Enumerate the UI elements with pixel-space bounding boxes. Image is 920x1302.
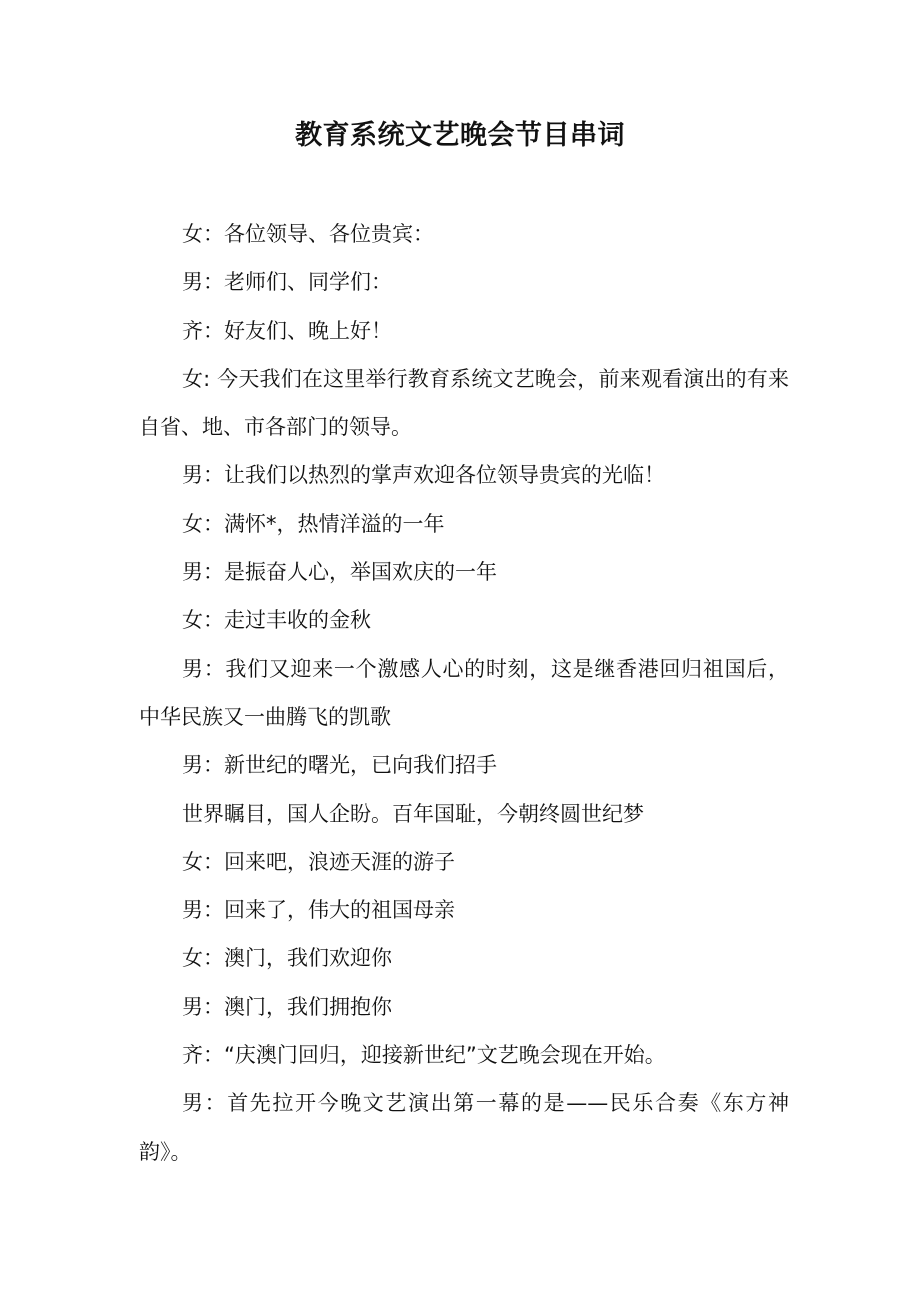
paragraph: 男：是振奋人心，举国欢庆的一年 (182, 560, 497, 585)
paragraph: 男：我们又迎来一个激感人心的时刻，这是继香港回归祖国后，中华民族又一曲腾飞的凯歌 (139, 656, 789, 729)
paragraph: 男：澳门，我们拥抱你 (182, 994, 392, 1019)
paragraph: 女：走过丰收的金秋 (182, 608, 371, 633)
paragraph: 女：澳门，我们欢迎你 (182, 946, 392, 971)
paragraph: 世界瞩目，国人企盼。百年国耻，今朝终圆世纪梦 (182, 801, 644, 826)
paragraph: 女: 今天我们在这里举行教育系统文艺晚会，前来观看演出的有来自省、地、市各部门的领导。 (139, 366, 789, 440)
paragraph: 女：各位领导、各位贵宾： (182, 222, 434, 246)
paragraph: 男：让我们以热烈的掌声欢迎各位领导贵宾的光临！ (182, 463, 665, 488)
paragraph: 男：首先拉开今晚文艺演出第一幕的是——民乐合奏《东方神韵》。 (139, 1091, 789, 1164)
document-body (139, 210, 789, 1176)
paragraph: 女：满怀*，热情洋溢的一年 (182, 511, 445, 536)
paragraph: 男：老师们、同学们： (182, 270, 392, 295)
document-title: 教育系统文艺晚会节目串词 (295, 120, 625, 151)
paragraph: 男：新世纪的曙光，已向我们招手 (182, 753, 497, 778)
paragraph: 齐：“庆澳门回归，迎接新世纪”文艺晚会现在开始。 (182, 1043, 666, 1068)
paragraph: 男：回来了，伟大的祖国母亲 (182, 898, 455, 923)
paragraph: 齐：好友们、晚上好！ (182, 318, 392, 343)
paragraph: 女：回来吧，浪迹天涯的游子 (182, 849, 455, 874)
